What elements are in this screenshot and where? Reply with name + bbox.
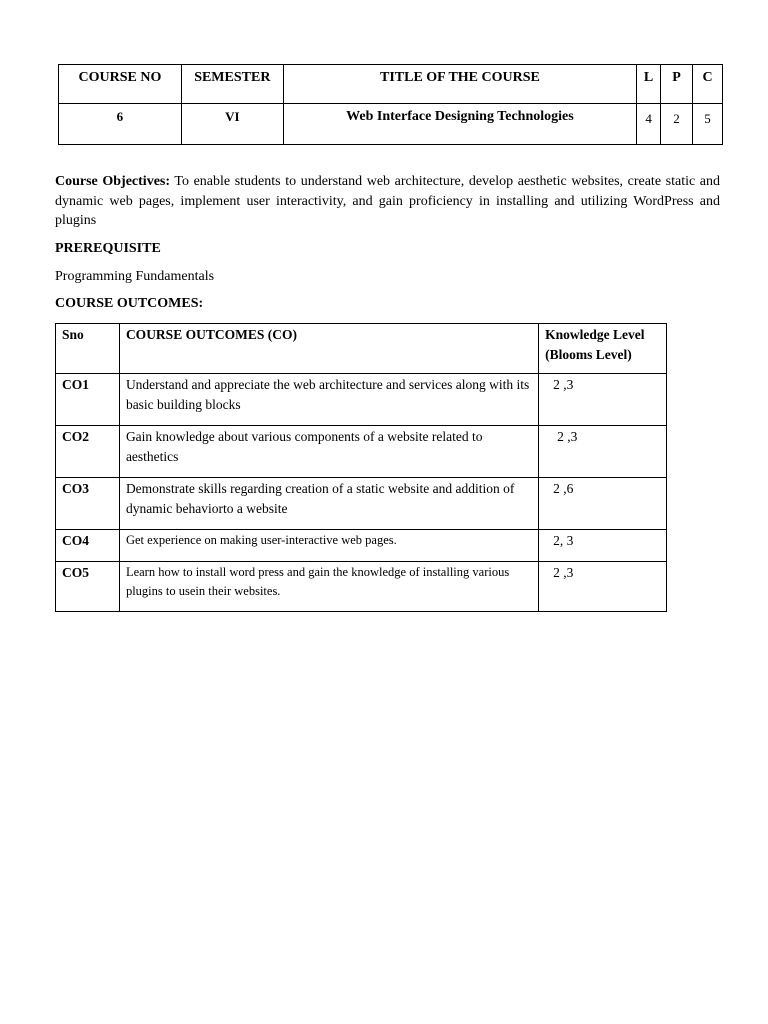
header-c: C <box>693 65 723 104</box>
co-knowledge-level: 2 ,3 <box>539 562 667 612</box>
c-value: 5 <box>693 104 723 145</box>
co-description: Understand and appreciate the web architecture and services along with its basic building blocks <box>119 374 538 426</box>
co-knowledge-level: 2 ,3 <box>539 374 667 426</box>
course-objectives <box>55 172 720 231</box>
prerequisite-text: Programming Fundamentals <box>55 269 215 284</box>
column-sno: Sno <box>56 324 120 374</box>
co-sno: CO1 <box>56 374 120 426</box>
co-sno: CO2 <box>56 426 120 478</box>
co-sno: CO3 <box>56 478 120 530</box>
co-knowledge-level: 2, 3 <box>539 530 667 562</box>
table-row <box>56 426 667 478</box>
co-description: Gain knowledge about various components of a website related to aesthetics <box>119 426 538 478</box>
course-outcomes-heading: COURSE OUTCOMES: <box>55 296 204 311</box>
co-sno: CO4 <box>56 530 120 562</box>
co-description: Get experience on making user-interactive web pages. <box>119 530 538 562</box>
header-title: TITLE OF THE COURSE <box>283 65 636 104</box>
co-description: Demonstrate skills regarding creation of a static website and addition of dynamic behaviorto a website <box>119 478 538 530</box>
objectives-text: To enable students to understand web architecture, develop aesthetic websites, create static and dynamic web pages, implement user interactivity, and gain proficiency in installing and utilizing WordPress and plugins <box>55 174 721 228</box>
outcomes-header-row <box>56 324 667 374</box>
course-table-value-row <box>59 104 723 145</box>
column-knowledge-level: Knowledge Level (Blooms Level) <box>539 324 667 374</box>
course-no-value: 6 <box>59 104 182 145</box>
co-knowledge-level: 2 ,3 <box>539 426 667 478</box>
course-table-header-row <box>59 65 723 104</box>
column-course-outcomes: COURSE OUTCOMES (CO) <box>119 324 538 374</box>
table-row <box>56 478 667 530</box>
co-knowledge-level: 2 ,6 <box>539 478 667 530</box>
header-p: P <box>661 65 693 104</box>
prerequisite-heading: PREREQUISITE <box>55 241 161 256</box>
header-semester: SEMESTER <box>181 65 283 104</box>
course-info-table <box>58 64 723 145</box>
table-row <box>56 562 667 612</box>
header-course-no: COURSE NO <box>59 65 182 104</box>
course-outcomes-table <box>55 323 667 612</box>
table-row <box>56 530 667 562</box>
semester-value: VI <box>181 104 283 145</box>
course-title-value: Web Interface Designing Technologies <box>283 104 636 145</box>
table-row <box>56 374 667 426</box>
header-l: L <box>637 65 661 104</box>
co-description: Learn how to install word press and gain the knowledge of installing various plugins to usein their websites. <box>119 562 538 612</box>
p-value: 2 <box>661 104 693 145</box>
co-sno: CO5 <box>56 562 120 612</box>
objectives-label: Course Objectives: <box>55 174 171 189</box>
l-value: 4 <box>637 104 661 145</box>
